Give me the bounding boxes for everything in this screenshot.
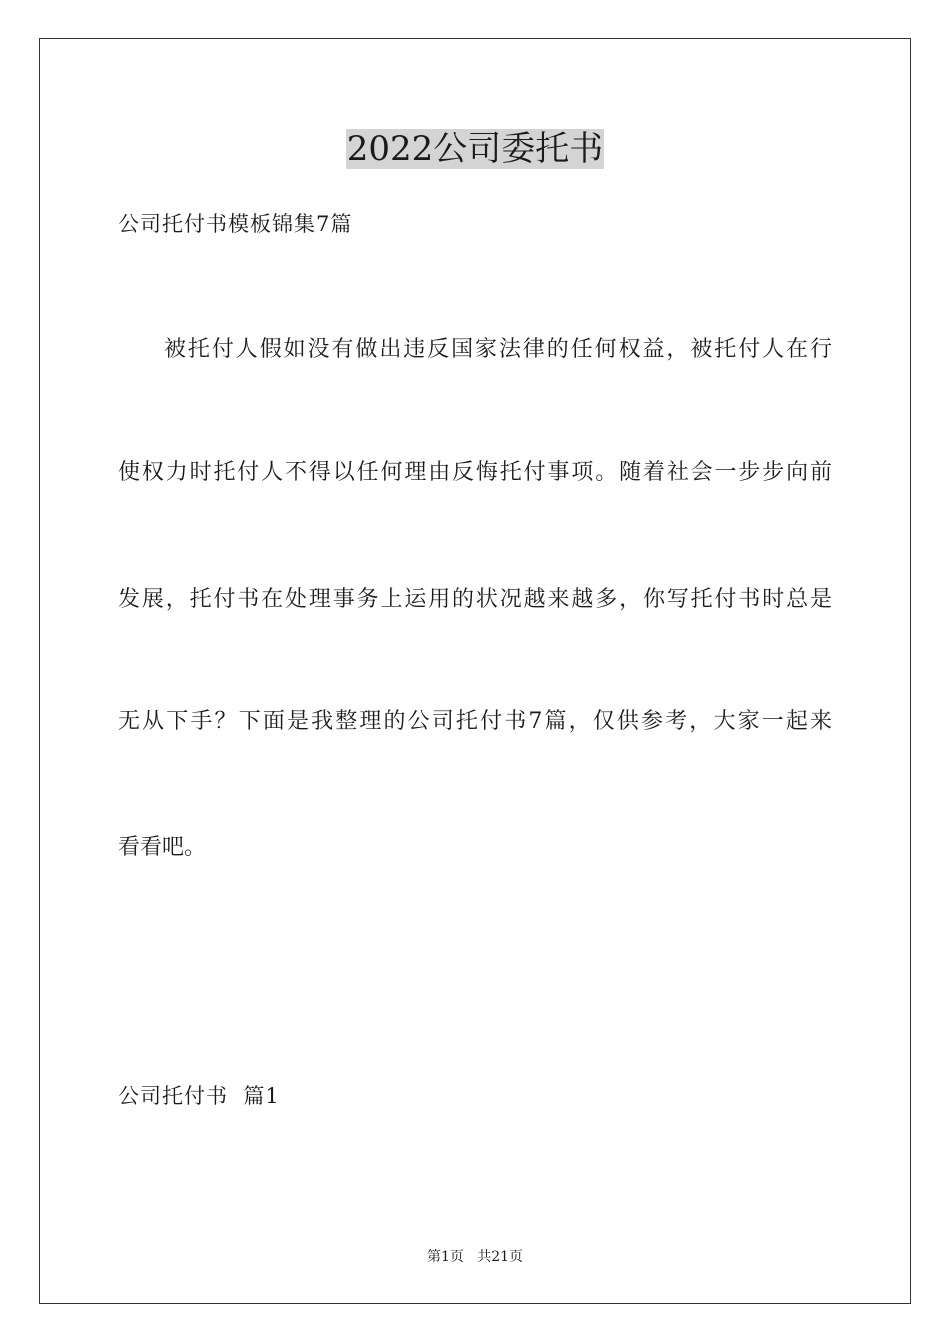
paragraph-line-1: 被托付人假如没有做出违反国家法律的任何权益，被托付人在行 [164,337,832,362]
paragraph-line-5: 看看吧。 [118,835,207,860]
paragraph-line-4: 无从下手？下面是我整理的公司托付书7篇，仅供参考，大家一起来 [118,709,832,734]
page-footer: 第1页 共21页 [426,1249,524,1265]
document-title-text: 2022公司委托书 [346,129,604,169]
paragraph-line-3: 发展，托付书在处理事务上运用的状况越来越多，你写托付书时总是 [118,587,832,612]
section-heading: 公司托付书 篇1 [118,1084,280,1108]
document-subtitle: 公司托付书模板锦集7篇 [118,212,353,236]
document-title [0,126,950,172]
paragraph-line-2: 使权力时托付人不得以任何理由反悔托付事项。随着社会一步步向前 [118,460,832,485]
